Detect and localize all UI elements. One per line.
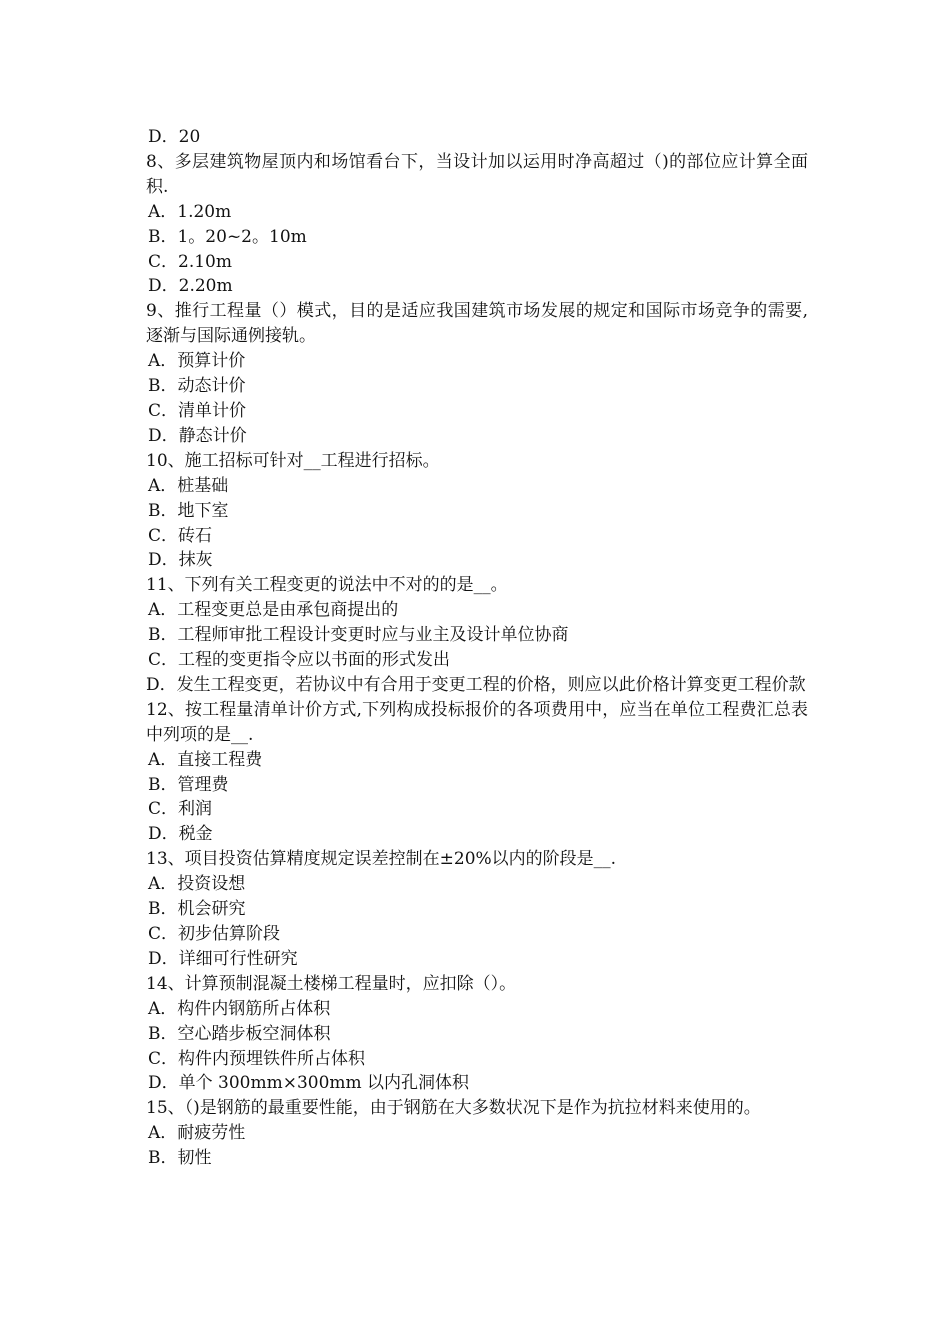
question-text: D．发生工程变更，若协议中有合用于变更工程的价格，则应以此价格计算变更工程价款 [146, 674, 806, 695]
answer-option: B．1。20~2。10m [148, 226, 307, 247]
answer-option: A．工程变更总是由承包商提出的 [148, 600, 399, 621]
question-text: 11、下列有关工程变更的说法中不对的的是__。 [146, 575, 508, 596]
answer-option: A．预算计价 [148, 351, 246, 372]
answer-option: B．韧性 [148, 1148, 212, 1169]
answer-option: D．抹灰 [148, 550, 213, 571]
answer-option: D．税金 [148, 824, 213, 845]
answer-option: C．利润 [148, 799, 213, 820]
answer-option: B．机会研究 [148, 899, 246, 920]
answer-option: A．直接工程费 [148, 749, 263, 770]
answer-option: C．清单计价 [148, 400, 247, 421]
answer-option: D．静态计价 [148, 425, 247, 446]
answer-option: D．2.20m [148, 276, 233, 297]
question-text: 8、多层建筑物屋顶内和场馆看台下，当设计加以运用时净高超过（)的部位应计算全面积. [146, 151, 808, 197]
answer-option: C．工程的变更指令应以书面的形式发出 [148, 650, 451, 671]
answer-option: B．空心踏步板空洞体积 [148, 1023, 331, 1044]
answer-option: A．桩基础 [148, 475, 229, 496]
answer-option: B．地下室 [148, 500, 229, 521]
answer-option: C．砖石 [148, 525, 213, 546]
document-body [146, 125, 808, 1171]
answer-option: B．管理费 [148, 774, 229, 795]
answer-option: A．耐疲劳性 [148, 1123, 246, 1144]
answer-option: B．工程师审批工程设计变更时应与业主及设计单位协商 [148, 625, 569, 646]
answer-option: C．2.10m [148, 251, 232, 272]
question-text: 14、计算预制混凝土楼梯工程量时，应扣除（）。 [146, 973, 517, 994]
answer-option: D．详细可行性研究 [148, 948, 298, 969]
question-text: 12、按工程量清单计价方式,下列构成投标报价的各项费用中，应当在单位工程费汇总表中列项的是__. [146, 699, 808, 745]
answer-option: C．构件内预埋铁件所占体积 [148, 1048, 366, 1069]
question-text: 15、（)是钢筋的最重要性能，由于钢筋在大多数状况下是作为抗拉材料来使用的。 [146, 1098, 761, 1119]
answer-option: B．动态计价 [148, 376, 246, 397]
answer-option: A．构件内钢筋所占体积 [148, 998, 331, 1019]
answer-option: A．投资设想 [148, 874, 246, 895]
answer-option: C．初步估算阶段 [148, 924, 281, 944]
answer-option: A．1.20m [148, 201, 232, 222]
question-text: 9、推行工程量（）模式，目的是适应我国建筑市场发展的规定和国际市场竞争的需要,逐渐与国际通例接轨。 [146, 301, 808, 347]
question-text: 10、施工招标可针对__工程进行招标。 [146, 450, 440, 471]
answer-option: D．20 [148, 127, 201, 147]
answer-option: D．单个 300mm×300mm 以内孔洞体积 [148, 1073, 470, 1094]
question-text: 13、项目投资估算精度规定误差控制在±20%以内的阶段是__. [146, 849, 617, 870]
